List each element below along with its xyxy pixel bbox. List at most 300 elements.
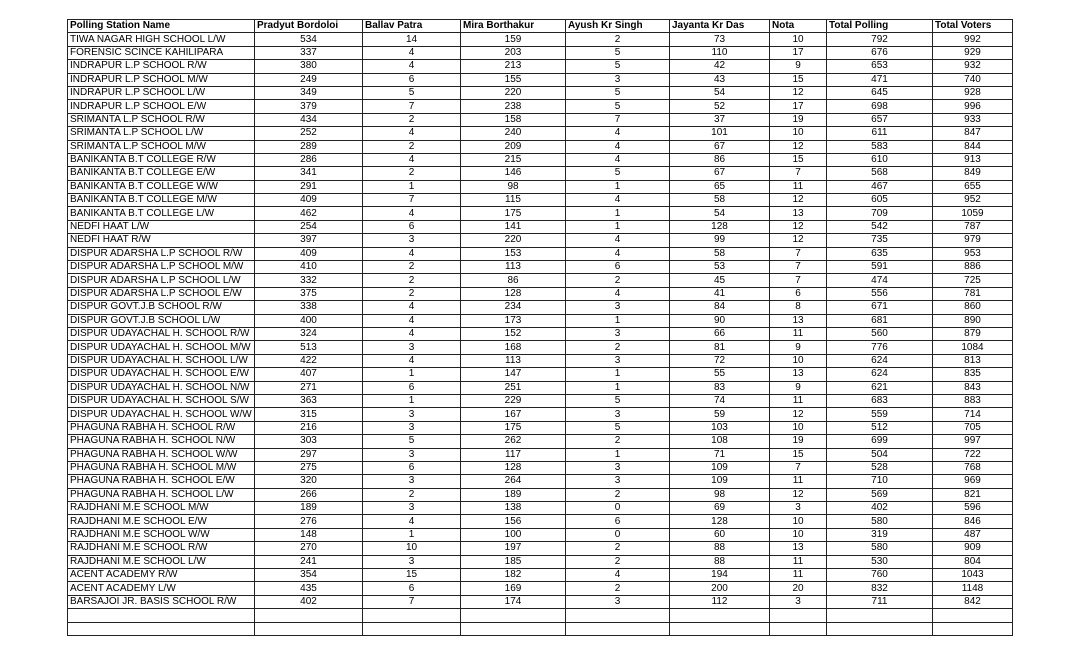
cell-total-polling: 504	[827, 448, 933, 461]
cell-ballav-patra: 1	[363, 528, 461, 541]
cell-total-voters: 928	[933, 86, 1013, 99]
cell-total-voters: 821	[933, 488, 1013, 501]
header-mira-borthakur: Mira Borthakur	[461, 20, 566, 33]
cell-nota: 10	[770, 354, 827, 367]
cell-total-voters: 890	[933, 314, 1013, 327]
cell-station-name: DISPUR UDAYACHAL H. SCHOOL E/W	[68, 368, 255, 381]
cell-mira-borthakur: 115	[461, 194, 566, 207]
cell-ballav-patra: 14	[363, 33, 461, 46]
cell-total-polling: 676	[827, 46, 933, 59]
header-jayanta-kr-das: Jayanta Kr Das	[670, 20, 770, 33]
cell-pradyut-bordoloi: 407	[255, 368, 363, 381]
table-row	[68, 274, 1013, 287]
cell-nota: 11	[770, 180, 827, 193]
cell-jayanta-kr-das: 55	[670, 368, 770, 381]
cell-total-voters: 953	[933, 247, 1013, 260]
cell-total-polling: 621	[827, 381, 933, 394]
cell-total-voters: 847	[933, 127, 1013, 140]
cell-ayush-kr-singh: 5	[566, 86, 670, 99]
cell-nota: 19	[770, 113, 827, 126]
cell-jayanta-kr-das: 194	[670, 569, 770, 582]
cell-station-name: DISPUR ADARSHA L.P SCHOOL E/W	[68, 287, 255, 300]
cell-jayanta-kr-das: 58	[670, 247, 770, 260]
cell-total-voters: 997	[933, 435, 1013, 448]
cell-nota: 10	[770, 421, 827, 434]
cell-total-polling: 556	[827, 287, 933, 300]
cell-ayush-kr-singh: 6	[566, 515, 670, 528]
cell-jayanta-kr-das: 88	[670, 542, 770, 555]
cell-total-voters: 886	[933, 261, 1013, 274]
cell-total-polling: 528	[827, 461, 933, 474]
cell-mira-borthakur: 128	[461, 461, 566, 474]
table-row	[68, 354, 1013, 367]
cell-pradyut-bordoloi: 266	[255, 488, 363, 501]
cell-pradyut-bordoloi: 337	[255, 46, 363, 59]
cell-total-voters: 768	[933, 461, 1013, 474]
cell-nota	[770, 609, 827, 622]
cell-pradyut-bordoloi: 303	[255, 435, 363, 448]
table-row	[68, 60, 1013, 73]
table-row	[68, 475, 1013, 488]
cell-mira-borthakur: 152	[461, 327, 566, 340]
cell-ayush-kr-singh: 6	[566, 261, 670, 274]
table-row	[68, 140, 1013, 153]
header-nota: Nota	[770, 20, 827, 33]
cell-mira-borthakur: 169	[461, 582, 566, 595]
cell-pradyut-bordoloi: 338	[255, 301, 363, 314]
cell-station-name: DISPUR UDAYACHAL H. SCHOOL M/W	[68, 341, 255, 354]
cell-jayanta-kr-das	[670, 622, 770, 635]
table-row	[68, 86, 1013, 99]
cell-jayanta-kr-das: 71	[670, 448, 770, 461]
cell-nota: 17	[770, 100, 827, 113]
cell-total-polling: 653	[827, 60, 933, 73]
cell-ballav-patra: 4	[363, 515, 461, 528]
cell-total-polling: 580	[827, 515, 933, 528]
cell-total-polling: 699	[827, 435, 933, 448]
cell-pradyut-bordoloi: 271	[255, 381, 363, 394]
cell-total-polling: 735	[827, 234, 933, 247]
table-row	[68, 234, 1013, 247]
cell-jayanta-kr-das: 109	[670, 461, 770, 474]
cell-ayush-kr-singh: 3	[566, 475, 670, 488]
cell-nota: 12	[770, 488, 827, 501]
cell-total-voters: 725	[933, 274, 1013, 287]
cell-pradyut-bordoloi: 422	[255, 354, 363, 367]
cell-ayush-kr-singh: 1	[566, 180, 670, 193]
cell-jayanta-kr-das: 98	[670, 488, 770, 501]
cell-pradyut-bordoloi: 286	[255, 153, 363, 166]
cell-ballav-patra: 4	[363, 127, 461, 140]
cell-mira-borthakur: 158	[461, 113, 566, 126]
cell-total-voters: 860	[933, 301, 1013, 314]
cell-total-voters: 1043	[933, 569, 1013, 582]
cell-pradyut-bordoloi: 332	[255, 274, 363, 287]
table-row	[68, 368, 1013, 381]
cell-ayush-kr-singh: 1	[566, 448, 670, 461]
cell-pradyut-bordoloi: 400	[255, 314, 363, 327]
cell-ballav-patra: 4	[363, 153, 461, 166]
cell-mira-borthakur: 146	[461, 167, 566, 180]
cell-station-name: BANIKANTA B.T COLLEGE R/W	[68, 153, 255, 166]
cell-ayush-kr-singh: 2	[566, 542, 670, 555]
cell-ballav-patra: 6	[363, 582, 461, 595]
cell-total-polling: 645	[827, 86, 933, 99]
cell-mira-borthakur: 209	[461, 140, 566, 153]
cell-total-voters: 787	[933, 220, 1013, 233]
cell-total-voters: 487	[933, 528, 1013, 541]
cell-jayanta-kr-das: 42	[670, 60, 770, 73]
cell-total-voters: 813	[933, 354, 1013, 367]
cell-mira-borthakur: 175	[461, 421, 566, 434]
cell-ayush-kr-singh: 3	[566, 461, 670, 474]
table-row	[68, 113, 1013, 126]
cell-total-voters: 705	[933, 421, 1013, 434]
cell-mira-borthakur: 264	[461, 475, 566, 488]
cell-station-name: INDRAPUR L.P SCHOOL E/W	[68, 100, 255, 113]
cell-pradyut-bordoloi: 354	[255, 569, 363, 582]
cell-mira-borthakur: 155	[461, 73, 566, 86]
cell-station-name: DISPUR GOVT.J.B SCHOOL L/W	[68, 314, 255, 327]
cell-jayanta-kr-das: 67	[670, 140, 770, 153]
cell-mira-borthakur: 203	[461, 46, 566, 59]
cell-station-name: INDRAPUR L.P SCHOOL R/W	[68, 60, 255, 73]
cell-station-name: NEDFI HAAT R/W	[68, 234, 255, 247]
cell-total-voters: 842	[933, 595, 1013, 608]
cell-total-voters: 1084	[933, 341, 1013, 354]
cell-station-name: RAJDHANI M.E SCHOOL W/W	[68, 528, 255, 541]
cell-total-voters: 969	[933, 475, 1013, 488]
cell-ayush-kr-singh: 5	[566, 421, 670, 434]
cell-station-name: PHAGUNA RABHA H. SCHOOL R/W	[68, 421, 255, 434]
cell-total-polling: 560	[827, 327, 933, 340]
cell-pradyut-bordoloi: 434	[255, 113, 363, 126]
cell-station-name: SRIMANTA L.P SCHOOL L/W	[68, 127, 255, 140]
cell-jayanta-kr-das: 128	[670, 220, 770, 233]
table-row	[68, 435, 1013, 448]
table-row	[68, 287, 1013, 300]
cell-ballav-patra: 2	[363, 274, 461, 287]
cell-jayanta-kr-das: 53	[670, 261, 770, 274]
cell-ballav-patra: 3	[363, 234, 461, 247]
cell-jayanta-kr-das: 45	[670, 274, 770, 287]
cell-ballav-patra: 4	[363, 354, 461, 367]
cell-pradyut-bordoloi: 270	[255, 542, 363, 555]
cell-pradyut-bordoloi: 409	[255, 247, 363, 260]
cell-ayush-kr-singh: 0	[566, 502, 670, 515]
cell-ballav-patra: 4	[363, 247, 461, 260]
cell-ayush-kr-singh: 4	[566, 569, 670, 582]
cell-ballav-patra: 1	[363, 394, 461, 407]
cell-pradyut-bordoloi: 341	[255, 167, 363, 180]
cell-total-polling: 559	[827, 408, 933, 421]
cell-pradyut-bordoloi: 216	[255, 421, 363, 434]
cell-ballav-patra: 4	[363, 327, 461, 340]
cell-total-polling	[827, 609, 933, 622]
cell-mira-borthakur: 262	[461, 435, 566, 448]
cell-jayanta-kr-das: 81	[670, 341, 770, 354]
cell-ballav-patra: 4	[363, 301, 461, 314]
cell-jayanta-kr-das: 128	[670, 515, 770, 528]
cell-nota: 11	[770, 475, 827, 488]
cell-total-polling: 530	[827, 555, 933, 568]
cell-nota: 7	[770, 461, 827, 474]
cell-total-voters: 846	[933, 515, 1013, 528]
cell-total-polling: 681	[827, 314, 933, 327]
cell-station-name: PHAGUNA RABHA H. SCHOOL W/W	[68, 448, 255, 461]
cell-mira-borthakur: 220	[461, 234, 566, 247]
cell-nota: 11	[770, 394, 827, 407]
cell-pradyut-bordoloi: 513	[255, 341, 363, 354]
table-row	[68, 488, 1013, 501]
cell-total-polling: 709	[827, 207, 933, 220]
header-total-polling: Total Polling	[827, 20, 933, 33]
cell-ballav-patra: 2	[363, 167, 461, 180]
cell-ballav-patra: 4	[363, 46, 461, 59]
table-row	[68, 261, 1013, 274]
cell-jayanta-kr-das: 73	[670, 33, 770, 46]
cell-mira-borthakur: 138	[461, 502, 566, 515]
cell-jayanta-kr-das: 52	[670, 100, 770, 113]
table-row	[68, 502, 1013, 515]
cell-ayush-kr-singh: 4	[566, 247, 670, 260]
cell-station-name: BANIKANTA B.T COLLEGE W/W	[68, 180, 255, 193]
table-row	[68, 33, 1013, 46]
cell-ayush-kr-singh: 0	[566, 528, 670, 541]
cell-nota: 9	[770, 60, 827, 73]
cell-station-name: BANIKANTA B.T COLLEGE E/W	[68, 167, 255, 180]
cell-jayanta-kr-das: 43	[670, 73, 770, 86]
cell-ayush-kr-singh: 3	[566, 301, 670, 314]
cell-total-polling: 624	[827, 368, 933, 381]
cell-ayush-kr-singh: 2	[566, 555, 670, 568]
cell-total-polling: 467	[827, 180, 933, 193]
cell-total-voters: 596	[933, 502, 1013, 515]
cell-nota: 15	[770, 153, 827, 166]
cell-nota: 12	[770, 86, 827, 99]
cell-ayush-kr-singh: 4	[566, 140, 670, 153]
table-row	[68, 569, 1013, 582]
cell-pradyut-bordoloi: 349	[255, 86, 363, 99]
cell-mira-borthakur: 153	[461, 247, 566, 260]
cell-total-polling: 471	[827, 73, 933, 86]
cell-pradyut-bordoloi: 320	[255, 475, 363, 488]
cell-jayanta-kr-das: 66	[670, 327, 770, 340]
table-row	[68, 408, 1013, 421]
cell-station-name: DISPUR UDAYACHAL H. SCHOOL R/W	[68, 327, 255, 340]
cell-nota	[770, 622, 827, 635]
cell-ballav-patra: 2	[363, 113, 461, 126]
cell-pradyut-bordoloi	[255, 609, 363, 622]
cell-nota: 17	[770, 46, 827, 59]
cell-nota: 10	[770, 515, 827, 528]
cell-total-polling: 610	[827, 153, 933, 166]
cell-ballav-patra: 2	[363, 287, 461, 300]
cell-ballav-patra: 6	[363, 381, 461, 394]
cell-ayush-kr-singh: 2	[566, 435, 670, 448]
cell-nota: 6	[770, 287, 827, 300]
cell-station-name: RAJDHANI M.E SCHOOL E/W	[68, 515, 255, 528]
cell-ballav-patra: 1	[363, 368, 461, 381]
cell-jayanta-kr-das: 109	[670, 475, 770, 488]
cell-total-polling: 591	[827, 261, 933, 274]
cell-nota: 11	[770, 327, 827, 340]
cell-total-polling: 657	[827, 113, 933, 126]
cell-mira-borthakur: 159	[461, 33, 566, 46]
cell-mira-borthakur: 251	[461, 381, 566, 394]
table-row	[68, 194, 1013, 207]
cell-ayush-kr-singh: 4	[566, 127, 670, 140]
cell-ballav-patra: 4	[363, 314, 461, 327]
cell-jayanta-kr-das: 101	[670, 127, 770, 140]
cell-total-polling: 698	[827, 100, 933, 113]
cell-nota: 13	[770, 542, 827, 555]
cell-total-polling: 611	[827, 127, 933, 140]
cell-total-polling: 711	[827, 595, 933, 608]
cell-pradyut-bordoloi: 363	[255, 394, 363, 407]
cell-nota: 7	[770, 167, 827, 180]
cell-ballav-patra: 2	[363, 261, 461, 274]
cell-mira-borthakur: 238	[461, 100, 566, 113]
cell-nota: 13	[770, 368, 827, 381]
cell-total-polling: 512	[827, 421, 933, 434]
cell-station-name: DISPUR ADARSHA L.P SCHOOL L/W	[68, 274, 255, 287]
table-row	[68, 461, 1013, 474]
cell-ballav-patra	[363, 609, 461, 622]
cell-jayanta-kr-das: 54	[670, 86, 770, 99]
cell-station-name: PHAGUNA RABHA H. SCHOOL E/W	[68, 475, 255, 488]
cell-ballav-patra: 3	[363, 448, 461, 461]
polling-results-table	[67, 19, 1013, 636]
cell-pradyut-bordoloi: 409	[255, 194, 363, 207]
cell-mira-borthakur: 100	[461, 528, 566, 541]
cell-pradyut-bordoloi: 435	[255, 582, 363, 595]
table-row	[68, 582, 1013, 595]
cell-ayush-kr-singh: 2	[566, 582, 670, 595]
cell-mira-borthakur: 156	[461, 515, 566, 528]
header-pradyut-bordoloi: Pradyut Bordoloi	[255, 20, 363, 33]
cell-jayanta-kr-das: 99	[670, 234, 770, 247]
cell-total-voters	[933, 622, 1013, 635]
cell-jayanta-kr-das: 37	[670, 113, 770, 126]
cell-station-name: BANIKANTA B.T COLLEGE M/W	[68, 194, 255, 207]
cell-total-voters: 722	[933, 448, 1013, 461]
cell-total-polling: 776	[827, 341, 933, 354]
cell-nota: 10	[770, 528, 827, 541]
cell-total-polling: 319	[827, 528, 933, 541]
cell-total-polling: 683	[827, 394, 933, 407]
cell-jayanta-kr-das: 110	[670, 46, 770, 59]
cell-mira-borthakur: 213	[461, 60, 566, 73]
cell-jayanta-kr-das: 69	[670, 502, 770, 515]
cell-station-name: DISPUR ADARSHA L.P SCHOOL M/W	[68, 261, 255, 274]
cell-nota: 12	[770, 220, 827, 233]
cell-station-name: INDRAPUR L.P SCHOOL M/W	[68, 73, 255, 86]
cell-nota: 8	[770, 301, 827, 314]
cell-jayanta-kr-das: 41	[670, 287, 770, 300]
cell-ballav-patra: 7	[363, 595, 461, 608]
cell-nota: 10	[770, 127, 827, 140]
cell-ayush-kr-singh: 4	[566, 234, 670, 247]
cell-station-name: BARSAJOI JR. BASIS SCHOOL R/W	[68, 595, 255, 608]
cell-total-polling: 624	[827, 354, 933, 367]
cell-station-name: DISPUR ADARSHA L.P SCHOOL R/W	[68, 247, 255, 260]
table-row	[68, 394, 1013, 407]
cell-mira-borthakur: 117	[461, 448, 566, 461]
cell-pradyut-bordoloi: 410	[255, 261, 363, 274]
cell-station-name: ACENT ACADEMY L/W	[68, 582, 255, 595]
table-row	[68, 153, 1013, 166]
cell-ayush-kr-singh: 3	[566, 354, 670, 367]
cell-nota: 20	[770, 582, 827, 595]
cell-jayanta-kr-das: 88	[670, 555, 770, 568]
cell-jayanta-kr-das: 58	[670, 194, 770, 207]
cell-ayush-kr-singh: 4	[566, 153, 670, 166]
cell-mira-borthakur: 174	[461, 595, 566, 608]
cell-ayush-kr-singh: 5	[566, 394, 670, 407]
cell-ayush-kr-singh: 3	[566, 408, 670, 421]
cell-jayanta-kr-das: 59	[670, 408, 770, 421]
cell-pradyut-bordoloi: 402	[255, 595, 363, 608]
cell-nota: 13	[770, 207, 827, 220]
cell-total-polling: 580	[827, 542, 933, 555]
cell-nota: 3	[770, 595, 827, 608]
cell-mira-borthakur: 113	[461, 354, 566, 367]
table-row	[68, 542, 1013, 555]
cell-total-polling: 635	[827, 247, 933, 260]
cell-ballav-patra: 6	[363, 220, 461, 233]
table-row	[68, 555, 1013, 568]
cell-pradyut-bordoloi: 148	[255, 528, 363, 541]
cell-nota: 10	[770, 33, 827, 46]
cell-mira-borthakur: 175	[461, 207, 566, 220]
cell-total-polling: 710	[827, 475, 933, 488]
cell-total-voters: 909	[933, 542, 1013, 555]
table-row	[68, 381, 1013, 394]
cell-ayush-kr-singh: 1	[566, 368, 670, 381]
cell-mira-borthakur: 197	[461, 542, 566, 555]
cell-station-name: DISPUR GOVT.J.B SCHOOL R/W	[68, 301, 255, 314]
cell-jayanta-kr-das: 108	[670, 435, 770, 448]
cell-station-name: INDRAPUR L.P SCHOOL L/W	[68, 86, 255, 99]
table-row	[68, 595, 1013, 608]
cell-nota: 11	[770, 555, 827, 568]
cell-mira-borthakur: 220	[461, 86, 566, 99]
cell-jayanta-kr-das: 84	[670, 301, 770, 314]
cell-total-voters: 740	[933, 73, 1013, 86]
cell-nota: 12	[770, 194, 827, 207]
cell-total-voters: 932	[933, 60, 1013, 73]
cell-total-polling: 671	[827, 301, 933, 314]
cell-total-voters: 844	[933, 140, 1013, 153]
cell-nota: 15	[770, 73, 827, 86]
cell-station-name: ACENT ACADEMY R/W	[68, 569, 255, 582]
cell-pradyut-bordoloi: 189	[255, 502, 363, 515]
cell-station-name	[68, 622, 255, 635]
cell-jayanta-kr-das: 83	[670, 381, 770, 394]
cell-station-name: DISPUR UDAYACHAL H. SCHOOL L/W	[68, 354, 255, 367]
cell-mira-borthakur: 167	[461, 408, 566, 421]
table-row	[68, 448, 1013, 461]
cell-pradyut-bordoloi	[255, 622, 363, 635]
cell-mira-borthakur: 182	[461, 569, 566, 582]
cell-jayanta-kr-das: 112	[670, 595, 770, 608]
cell-jayanta-kr-das	[670, 609, 770, 622]
cell-total-voters: 933	[933, 113, 1013, 126]
cell-total-voters: 843	[933, 381, 1013, 394]
cell-total-voters: 992	[933, 33, 1013, 46]
cell-ballav-patra: 3	[363, 555, 461, 568]
